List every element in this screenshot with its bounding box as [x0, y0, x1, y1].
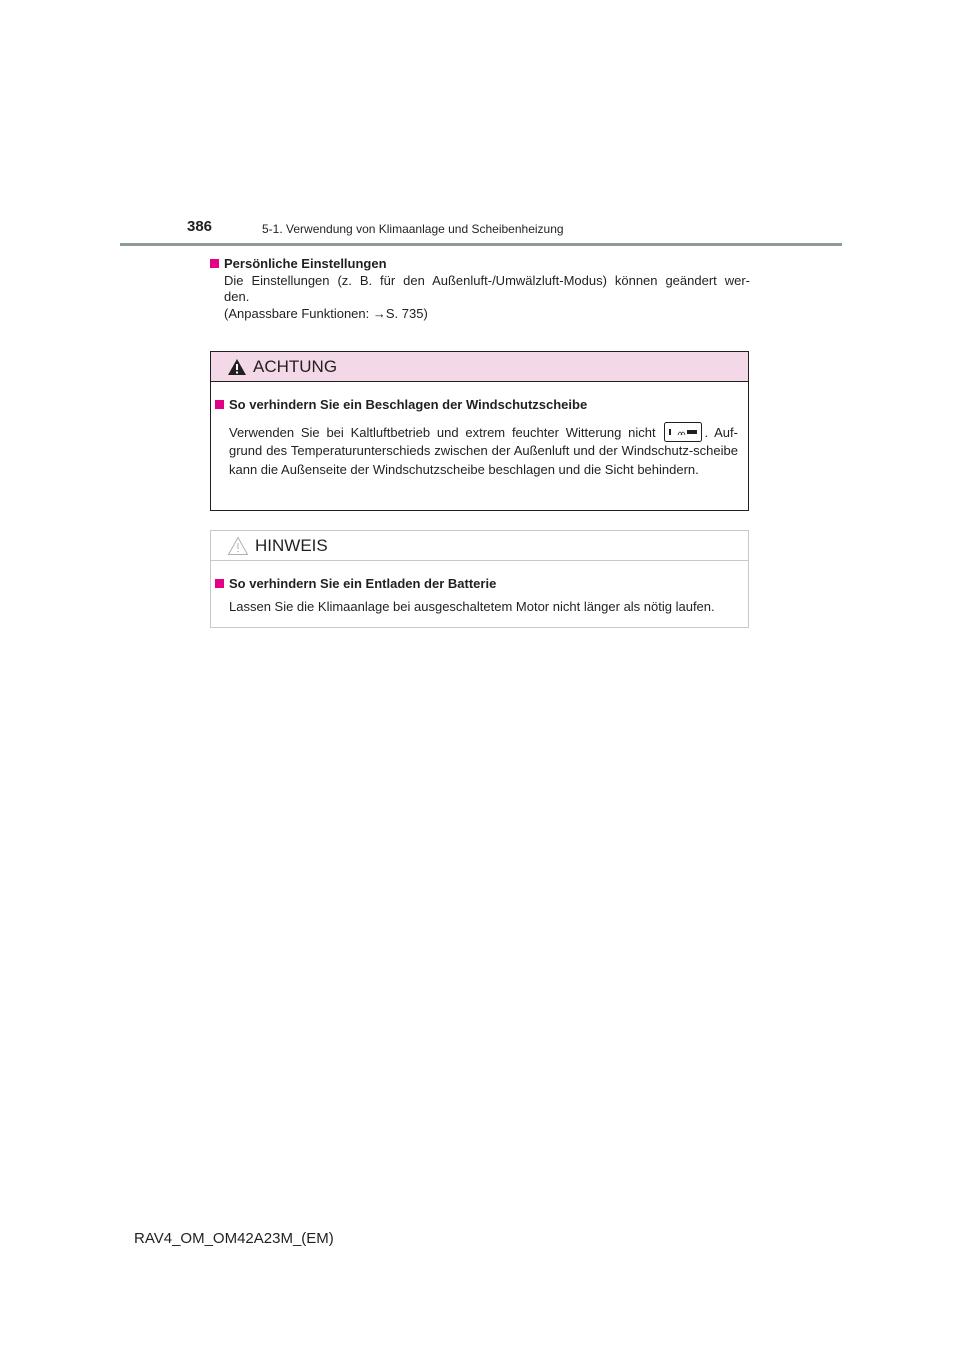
notice-body: Lassen Sie die Klimaanlage bei ausgeschaltetem Motor nicht länger als nötig laufen. [229, 598, 715, 614]
warning-heading [215, 396, 738, 415]
bullet-square-icon [210, 259, 219, 268]
footer-document-code: RAV4_OM_OM42A23M_(EM) [134, 1230, 334, 1247]
bullet-square-icon [215, 579, 224, 588]
warning-box-title: ACHTUNG [253, 356, 338, 376]
section-body-line: (Anpassbare Funktionen: →S. 735) [224, 305, 428, 321]
bullet-square-icon [215, 400, 224, 409]
section-personal-settings [210, 256, 750, 322]
warning-body [215, 422, 738, 480]
section-heading-text: Persönliche Einstellungen [224, 256, 387, 271]
page-number: 386 [187, 218, 213, 235]
warning-triangle-icon [227, 358, 247, 376]
notice-box-header [211, 531, 748, 561]
notice-heading-text: So verhindern Sie ein Entladen der Batterie [229, 576, 497, 591]
section-heading [210, 256, 750, 273]
caution-triangle-outline-icon [227, 536, 249, 556]
section-body [210, 273, 750, 323]
front-defroster-button-icon [664, 422, 702, 442]
warning-body-text: Verwenden Sie bei Kaltluftbetrieb und extrem feuchter Witterung nicht [229, 424, 656, 440]
chapter-title: 5-1. Verwendung von Klimaanlage und Scheibenheizung [262, 222, 564, 236]
notice-box-content [211, 561, 748, 616]
notice-box [210, 530, 749, 628]
warning-box-header [211, 352, 748, 382]
warning-box-content [211, 382, 748, 479]
notice-heading [215, 575, 738, 594]
section-body-line: den. [224, 289, 250, 304]
warning-box [210, 351, 749, 511]
section-body-line: Die Einstellungen (z. B. für den Außenluft-/Umwälzluft-Modus) können geändert wer- [224, 272, 750, 288]
warning-body-text-continued: . Auf-grund des Temperaturunterschieds zwischen der Außenluft und der Windschutz-scheibe kann die Außenseite der Windschutzscheibe beschlagen und die Sicht behindern. [229, 424, 738, 477]
notice-box-title: HINWEIS [255, 535, 328, 555]
header-rule [120, 243, 842, 246]
warning-heading-text: So verhindern Sie ein Beschlagen der Windschutzscheibe [229, 397, 588, 412]
